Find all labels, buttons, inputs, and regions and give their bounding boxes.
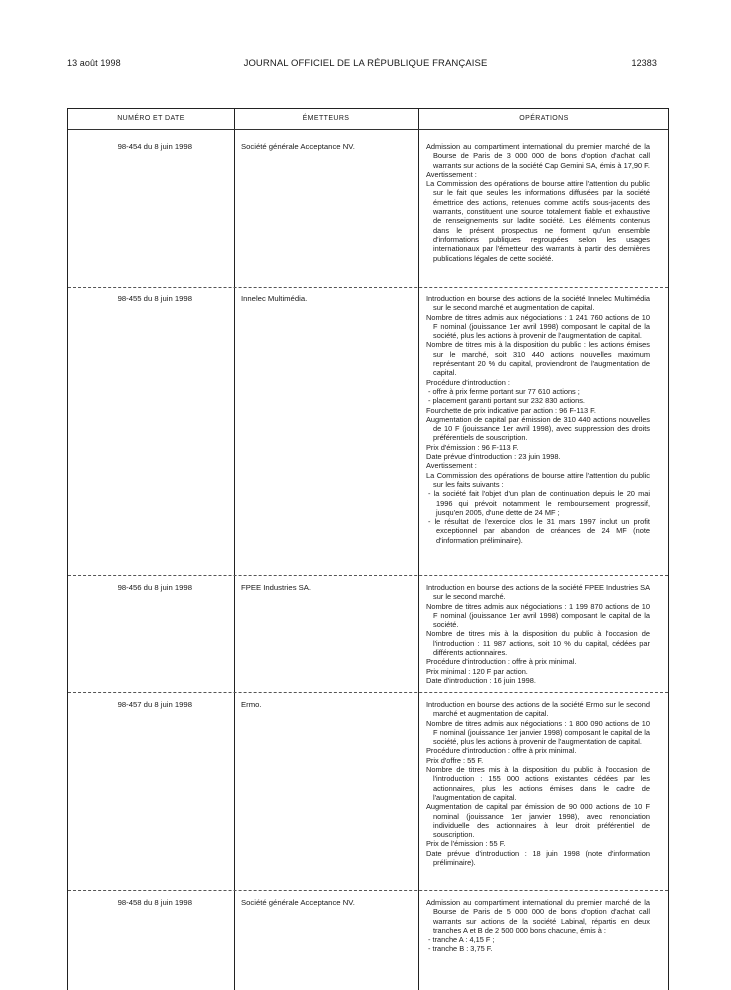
- row-separator: [68, 575, 668, 576]
- column-divider: [234, 109, 235, 990]
- row-separator: [68, 890, 668, 891]
- row-operations: [426, 583, 650, 685]
- operation-line: Introduction en bourse des actions de la société FPEE Industries SA sur le second marché.: [426, 583, 650, 602]
- operation-line: Prix d'offre : 55 F.: [426, 755, 484, 765]
- row-separator: [68, 287, 668, 288]
- operation-line: Introduction en bourse des actions de la société Innelec Multimédia sur le second marché et augmentation de capital.: [426, 294, 650, 313]
- operation-line: Avertissement :: [426, 169, 477, 179]
- operation-line: Nombre de titres admis aux négociations : 1 199 870 actions de 10 F nominal (jouissance 1er avril 1998) composant le capital de la société.: [426, 601, 650, 630]
- row-operations: [426, 294, 650, 545]
- operation-line: - offre à prix ferme portant sur 77 610 actions ;: [428, 386, 580, 396]
- operation-line: Augmentation de capital par émission de 90 000 actions de 10 F nominal (jouissance 1er janvier 1998), avec renonciation individuelle des actionnaires à leur droit préférentiel de souscription.: [426, 802, 650, 840]
- row-number-date: 98-455 du 8 juin 1998: [117, 294, 192, 303]
- header-date: 13 août 1998: [67, 58, 121, 68]
- operation-line: La Commission des opérations de bourse attire l'attention du public sur le fait que seules les informations diffusées par la société émettrice des actions, retenues comme actifs sous-jacents des warrants, constituent une source totalement fiable et exhaustive de renseignements sur ladite société. Les éléments contenus dans le présent prospectus ne forment qu'un ensemble d'informations publiques regroupées selon les usages internationaux par l'émetteur des warrants à partir des dernières publications légales de cette société.: [426, 179, 650, 263]
- operation-line: Fourchette de prix indicative par action : 96 F-113 F.: [426, 405, 596, 415]
- operation-line: Augmentation de capital par émission de 310 440 actions nouvelles de 10 F (jouissance 1er avril 1998), avec suppression des droits préférentiels de souscription.: [426, 414, 650, 443]
- operation-line: Procédure d'introduction :: [426, 377, 510, 387]
- operation-line: Nombre de titres admis aux négociations : 1 800 090 actions de 10 F nominal (jouissance 1er janvier 1998) composant le capital de la société, plus les actions à provenir de l'augmentation de capital.: [426, 718, 650, 747]
- operation-line: Introduction en bourse des actions de la société Ermo sur le second marché et augmentation de capital.: [426, 700, 650, 719]
- operation-line: Avertissement :: [426, 461, 477, 471]
- operation-line: Admission au compartiment international du premier marché de la Bourse de Paris de 3 000 000 de bons d'option d'achat call warrants sur actions de la société Cap Gemini SA, émis à 17,90 F.: [426, 142, 650, 170]
- row-emetteur: Ermo.: [241, 700, 262, 709]
- column-header-numero: NUMÉRO ET DATE: [117, 115, 185, 122]
- operation-line: - le résultat de l'exercice clos le 31 mars 1997 inclut un profit exceptionnel par abandon de créances de 24 MF (note d'information préliminaire).: [428, 517, 650, 545]
- column-divider: [418, 109, 419, 990]
- operation-line: Nombre de titres mis à la disposition du public à l'occasion de l'introduction : 11 987 actions, soit 10 % du capital, cédées par différents actionnaires.: [426, 629, 650, 658]
- operation-line: Procédure d'introduction : offre à prix minimal.: [426, 657, 577, 667]
- operation-line: Nombre de titres mis à la disposition du public : les actions émises sur le marché, soit 310 440 actions nouvelles maximum représentant 20 % du capital, proviendront de l'augmentation de capital.: [426, 340, 650, 378]
- operation-line: Admission au compartiment international du premier marché de la Bourse de Paris de 5 000 000 de bons d'option d'achat call warrants sur actions de la société Labinal, répartis en deux tranches A et B de 2 500 000 bons chacune, émis à :: [426, 898, 650, 935]
- column-header-emetteurs: ÉMETTEURS: [302, 115, 350, 122]
- row-emetteur: Innelec Multimédia.: [241, 294, 308, 303]
- operation-line: Prix d'émission : 96 F-113 F.: [426, 442, 519, 452]
- operation-line: Date d'introduction : 16 juin 1998.: [426, 675, 536, 685]
- column-header-operations: OPÉRATIONS: [519, 115, 569, 122]
- page-number: 12383: [631, 58, 657, 68]
- operation-line: Prix de l'émission : 55 F.: [426, 839, 506, 849]
- row-operations: [426, 898, 650, 954]
- row-operations: [426, 700, 650, 867]
- row-operations: [426, 142, 650, 263]
- journal-title: JOURNAL OFFICIEL DE LA RÉPUBLIQUE FRANÇAISE: [243, 58, 488, 69]
- operations-table: [67, 108, 669, 990]
- operation-line: - tranche B : 3,75 F.: [428, 944, 493, 954]
- row-number-date: 98-458 du 8 juin 1998: [117, 898, 192, 907]
- row-number-date: 98-456 du 8 juin 1998: [117, 583, 192, 592]
- operation-line: Prix minimal : 120 F par action.: [426, 666, 528, 676]
- row-number-date: 98-454 du 8 juin 1998: [117, 142, 192, 151]
- operation-line: - tranche A : 4,15 F ;: [428, 935, 495, 945]
- row-emetteur: FPEE Industries SA.: [241, 583, 312, 592]
- operation-line: Date prévue d'introduction : 23 juin 1998.: [426, 452, 561, 462]
- row-emetteur: Société générale Acceptance NV.: [241, 898, 355, 907]
- operation-line: - la société fait l'objet d'un plan de continuation depuis le 20 mai 1996 qui prévoit notamment le remboursement progressif, jusqu'en 2005, d'une dette de 24 MF ;: [428, 489, 650, 517]
- row-separator: [68, 692, 668, 693]
- operation-line: - placement garanti portant sur 232 830 actions.: [428, 396, 585, 406]
- header-rule: [68, 129, 668, 130]
- operation-line: Date prévue d'introduction : 18 juin 1998 (note d'information préliminaire).: [426, 848, 650, 868]
- operation-line: La Commission des opérations de bourse attire l'attention du public sur les faits suivants :: [426, 470, 650, 489]
- row-emetteur: Société générale Acceptance NV.: [241, 142, 355, 151]
- operation-line: Nombre de titres admis aux négociations : 1 241 760 actions de 10 F nominal (jouissance 1er avril 1998) composant le capital de la société, plus les actions à provenir de l'augmentation de capital.: [426, 312, 650, 341]
- operation-line: Procédure d'introduction : offre à prix minimal.: [426, 746, 577, 756]
- operation-line: Nombre de titres mis à la disposition du public à l'occasion de l'introduction : 155 000 actions existantes cédées par les actionnaires, plus les actions émises dans le cadre de l'augmentation de capital.: [426, 765, 650, 802]
- row-number-date: 98-457 du 8 juin 1998: [117, 700, 192, 709]
